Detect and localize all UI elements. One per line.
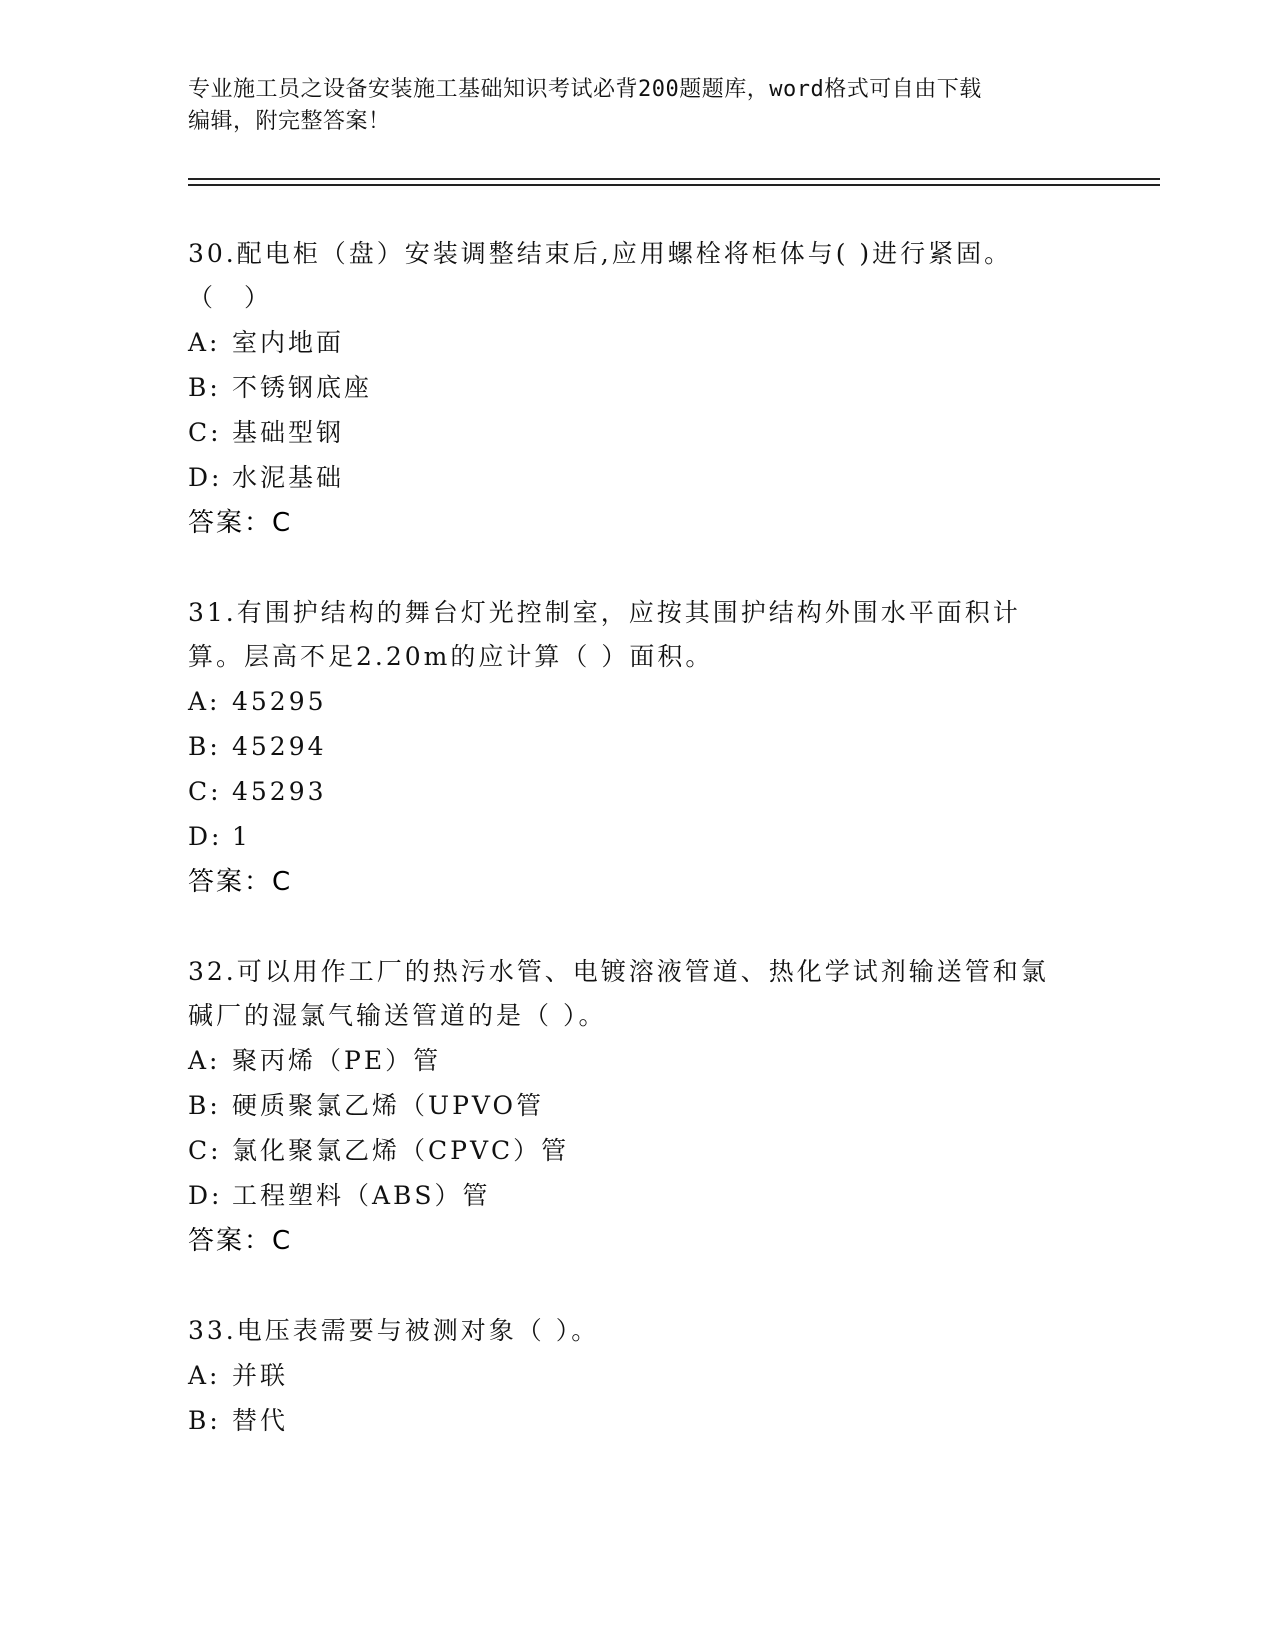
option-letter: B: xyxy=(188,373,221,402)
option-c xyxy=(188,769,1088,814)
option-a xyxy=(188,320,1088,365)
option-a xyxy=(188,679,1088,724)
option-text: 水泥基础 xyxy=(232,463,345,492)
option-text: 45294 xyxy=(232,732,327,761)
question-stem: 30.配电柜（盘）安装调整结束后,应用螺栓将柜体与( )进行紧固。（ ） xyxy=(188,239,1013,312)
answer: 答案：C xyxy=(188,1226,293,1256)
option-text: 室内地面 xyxy=(232,328,345,357)
option-d xyxy=(188,814,1088,859)
header-line-1: 专业施工员之设备安装施工基础知识考试必背200题题库，word格式可自由下载 xyxy=(188,77,982,102)
option-letter: C: xyxy=(188,418,222,447)
header-line-2: 编辑，附完整答案！ xyxy=(188,109,391,134)
option-letter: D: xyxy=(188,1181,223,1210)
option-letter: A: xyxy=(188,328,221,357)
question-31 xyxy=(188,591,1088,905)
question-list xyxy=(188,232,1088,1488)
option-letter: A: xyxy=(188,687,221,716)
option-text: 硬质聚氯乙烯（UPVO管 xyxy=(232,1091,545,1120)
option-a xyxy=(188,1353,1088,1398)
option-letter: D: xyxy=(188,463,223,492)
question-32 xyxy=(188,950,1088,1264)
option-b xyxy=(188,724,1088,769)
option-b xyxy=(188,1398,1088,1443)
option-letter: B: xyxy=(188,1091,221,1120)
header-divider-top xyxy=(188,178,1160,180)
option-text: 并联 xyxy=(232,1361,289,1390)
option-text: 替代 xyxy=(232,1406,289,1435)
option-c xyxy=(188,1128,1088,1173)
option-b xyxy=(188,365,1088,410)
option-letter: B: xyxy=(188,732,221,761)
option-a xyxy=(188,1038,1088,1083)
option-d xyxy=(188,455,1088,500)
header-divider-bottom xyxy=(188,184,1160,186)
option-text: 45293 xyxy=(232,777,327,806)
option-letter: D: xyxy=(188,822,223,851)
document-header xyxy=(188,74,1088,138)
option-text: 聚丙烯（PE）管 xyxy=(232,1046,442,1075)
option-text: 基础型钢 xyxy=(232,418,345,447)
question-stem: 32.可以用作工厂的热污水管、电镀溶液管道、热化学试剂输送管和氯碱厂的湿氯气输送管道的是（ ）。 xyxy=(188,957,1049,1030)
option-letter: A: xyxy=(188,1361,221,1390)
answer: 答案：C xyxy=(188,867,293,897)
option-letter: C: xyxy=(188,1136,222,1165)
option-text: 工程塑料（ABS）管 xyxy=(232,1181,491,1210)
option-text: 1 xyxy=(232,822,251,851)
option-d xyxy=(188,1173,1088,1218)
option-text: 45295 xyxy=(232,687,327,716)
question-30 xyxy=(188,232,1088,546)
question-stem: 31.有围护结构的舞台灯光控制室，应按其围护结构外围水平面积计算。层高不足2.20m的应计算（ ）面积。 xyxy=(188,598,1021,671)
question-33 xyxy=(188,1309,1088,1443)
option-text: 氯化聚氯乙烯（CPVC）管 xyxy=(232,1136,570,1165)
answer: 答案：C xyxy=(188,508,293,538)
option-text: 不锈钢底座 xyxy=(232,373,373,402)
option-letter: A: xyxy=(188,1046,221,1075)
option-letter: B: xyxy=(188,1406,221,1435)
option-letter: C: xyxy=(188,777,222,806)
question-stem: 33.电压表需要与被测对象（ ）。 xyxy=(188,1316,600,1345)
option-b xyxy=(188,1083,1088,1128)
option-c xyxy=(188,410,1088,455)
